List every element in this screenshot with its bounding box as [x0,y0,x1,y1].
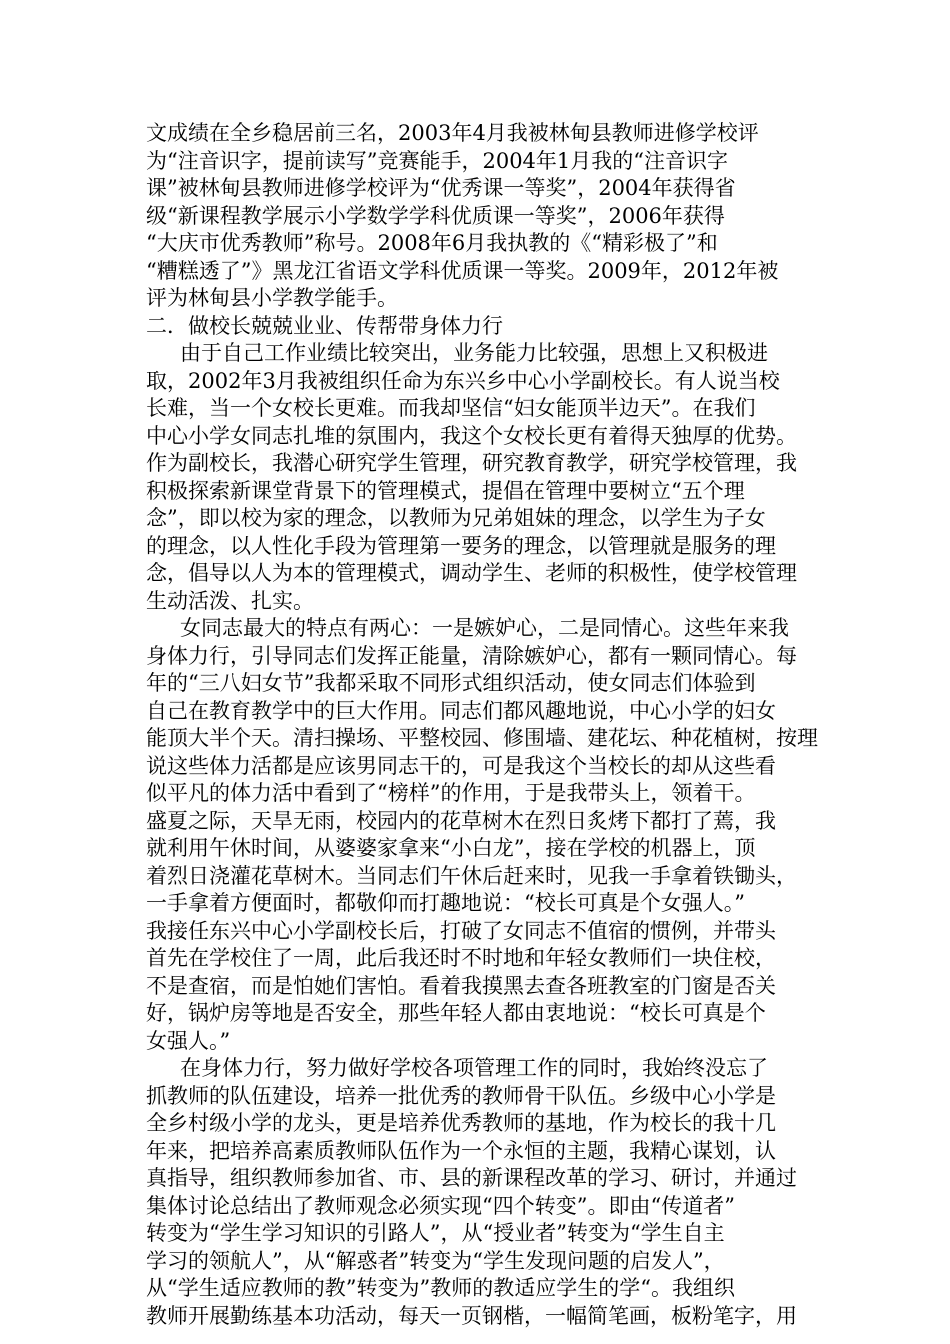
text-line: 能顶大半个天。清扫操场、平整校园、修围墙、建花坛、种花植树，按理 [146,726,818,750]
text-line: “大庆市优秀教师”称号。2008年6月我执教的《“精彩极了”和 [146,231,718,255]
text-line: 全乡村级小学的龙头，更是培养优秀教师的基地，作为校长的我十几 [146,1111,776,1135]
text-line: 评为林甸县小学教学能手。 [146,286,398,310]
text-line: 一手拿着方便面时，都敬仰而打趣地说：“校长可真是个女强人。” [146,891,745,915]
text-line: 女强人。” [146,1028,231,1053]
text-line: 年的“三八妇女节”我都采取不同形式组织活动，使女同志们体验到 [146,671,756,695]
text-line: 集体讨论总结出了教师观念必须实现“四个转变”。即由“传道者” [146,1193,735,1218]
text-line: 为“注音识字，提前读写”竞赛能手，2004年1月我的“注音识字 [146,148,729,173]
intro-paragraph [146,120,808,313]
text-line: 我接任东兴中心小学副校长后，打破了女同志不值宿的惯例，并带头 [146,918,776,943]
text-line: 文成绩在全乡稳居前三名，2003年4月我被林甸县教师进修学校评 [146,121,759,145]
paragraph-2 [146,615,818,1055]
text-line: 年来，把培养高素质教师队伍作为一个永恒的主题，我精心谋划，认 [146,1138,776,1163]
text-line: 教师开展勤练基本功活动，每天一页钢楷，一幅简笔画，板粉笔字，用 [146,1303,797,1328]
section-heading: 二．做校长兢兢业业、传帮带身体力行 [146,313,503,338]
text-line: 从“学生适应教师的教”转变为”教师的教适应学生的学“。我组织 [146,1276,735,1300]
text-line: 真指导，组织教师参加省、市、县的新课程改革的学习、研讨，并通过 [146,1166,797,1190]
text-line: 似平凡的体力活中看到了“榜样”的作用，于是我带头上，领着干。 [146,781,756,805]
text-line: 取，2002年3月我被组织任命为东兴乡中心小学副校长。有人说当校 [146,368,780,393]
text-line: 好，锅炉房等地是否安全，那些年轻人都由衷地说：“校长可真是个 [146,1001,766,1025]
text-line: 学习的领航人”，从“解惑者”转变为“学生发现问题的启发人”， [146,1248,725,1273]
text-line: 着烈日浇灌花草树木。当同志们午休后赶来时，见我一手拿着铁锄头， [146,863,797,888]
text-line: 盛夏之际，天旱无雨，校园内的花草树木在烈日炙烤下都打了蔫，我 [146,808,776,833]
text-line: 自己在教育教学中的巨大作用。同志们都风趣地说，中心小学的妇女 [146,698,776,723]
text-line: 转变为“学生学习知识的引路人”，从“授业者”转变为“学生自主 [146,1221,725,1245]
text-line: 就利用午休时间，从婆婆家拿来“小白龙”，接在学校的机器上，顶 [146,836,756,860]
text-line: 作为副校长，我潜心研究学生管理，研究教育教学，研究学校管理，我 [146,451,797,475]
text-line: “糟糕透了”》黑龙江省语文学科优质课一等奖。2009年，2012年被 [146,258,779,283]
text-line: 级“新课程教学展示小学数学学科优质课一等奖”，2006年获得 [146,203,725,228]
document-page [146,120,818,1330]
text-line: 首先在学校住了一周，此后我还时不时地和年轻女教师们一块住校， [146,946,776,970]
text-line: 念，倡导以人为本的管理模式，调动学生、老师的积极性，使学校管理 [146,561,797,585]
text-line: 抓教师的队伍建设，培养一批优秀的教师骨干队伍。乡级中心小学是 [146,1083,776,1108]
text-line: 生动活泼、扎实。 [146,588,314,613]
text-line: 中心小学女同志扎堆的氛围内，我这个女校长更有着得天独厚的优势。 [146,423,797,448]
paragraph-3 [146,1055,808,1330]
text-line: 说这些体力活都是应该男同志干的，可是我这个当校长的却从这些看 [146,753,776,778]
text-line: 不是查宿，而是怕她们害怕。看着我摸黑去查各班教室的门窗是否关 [146,973,776,998]
text-line: 女同志最大的特点有两心：一是嫉妒心，二是同情心。这些年来我 [180,616,789,640]
text-line: 课”被林甸县教师进修学校评为“优秀课一等奖”，2004年获得省 [146,176,736,200]
text-line: 在身体力行，努力做好学校各项管理工作的同时，我始终没忘了 [180,1056,768,1080]
text-line: 念”，即以校为家的理念，以教师为兄弟姐妹的理念，以学生为子女 [146,506,766,530]
text-line: 长难，当一个女校长更难。而我却坚信“妇女能顶半边天”。在我们 [146,396,756,420]
text-line: 由于自己工作业绩比较突出，业务能力比较强，思想上又积极进 [180,341,768,365]
text-line: 积极探索新课堂背景下的管理模式，提倡在管理中要树立“五个理 [146,478,745,503]
text-line: 身体力行，引导同志们发挥正能量，清除嫉妒心，都有一颗同情心。每 [146,643,797,668]
paragraph-1 [146,340,808,615]
text-line: 的理念，以人性化手段为管理第一要务的理念，以管理就是服务的理 [146,533,776,558]
